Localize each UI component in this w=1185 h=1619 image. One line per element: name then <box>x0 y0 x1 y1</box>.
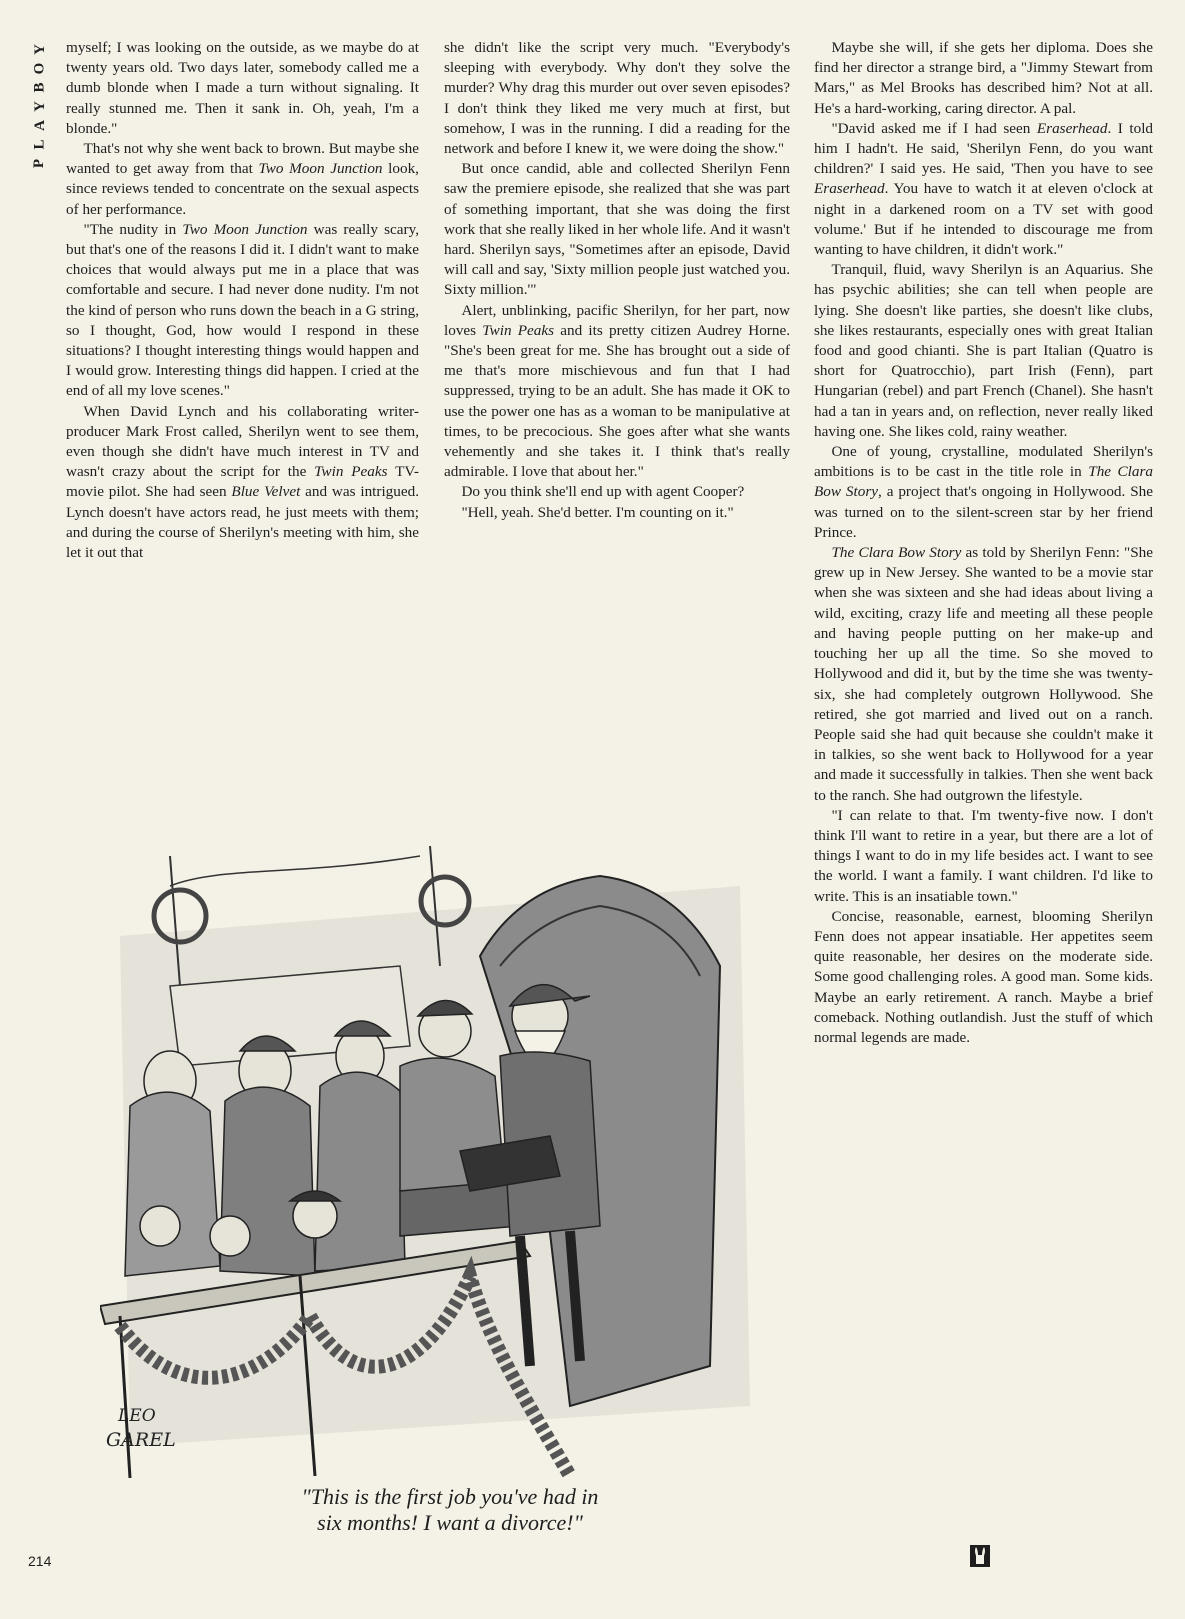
italic-title: The Clara Bow Story <box>814 463 1153 501</box>
article-paragraph <box>444 38 790 159</box>
running-head <box>30 40 50 173</box>
running-head-letter: A <box>31 120 48 131</box>
article-column-3 <box>814 38 1153 1048</box>
cartoon-caption <box>200 1484 700 1536</box>
paragraph-text: . I told him I hadn't. He said, 'Sherilyn Fenn, do you want children?' I said yes. He said, 'Then you have to see <box>814 119 1154 178</box>
paragraph-text: she didn't like the script very much. "Everybody's sleeping with everybody. Why don't they solve the murder? Why drag this murder out over seven episodes? I don't think they liked me very much at first, but somehow, I was in the running. I did a reading for the network and before I knew it, we were doing the show." <box>444 39 790 158</box>
article-paragraph <box>814 806 1153 907</box>
running-head-letter: P <box>31 158 48 169</box>
running-head-letter: L <box>31 139 48 150</box>
article-paragraph <box>814 442 1153 543</box>
article-paragraph <box>814 543 1153 806</box>
caption-line-2: six months! I want a divorce!" <box>317 1510 583 1535</box>
paragraph-text: Tranquil, fluid, wavy Sherilyn is an Aquarius. She has psychic abilities; she can tell when people are lying. She doesn't like parties, she doesn't like clubs, she likes restaurants, especially ones with great Italian food and good chianti. She is part Italian (Quatro is short for Quatrocchio), part Irish (Fenn), part Hungarian (rebel) and part French (Chanel). She hasn't had a tan in years and, on reflection, never really liked having one. She likes cold, rainy weather. <box>814 261 1153 440</box>
paragraph-text: look, since reviews tended to concentrate on the sexual aspects of her performance. <box>66 160 419 218</box>
paragraph-text: myself; I was looking on the outside, as we maybe do at twenty years old. Two days later, somebody called me a dumb blonde when I made a turn without signaling. It really stunned me. Then it sank in. Oh, yeah, I'm a blonde." <box>66 39 419 137</box>
article-paragraph <box>66 139 419 220</box>
italic-title: Eraserhead <box>814 180 885 198</box>
paragraph-text: "Hell, yeah. She'd better. I'm counting on it." <box>461 503 734 521</box>
article-paragraph <box>66 220 419 402</box>
italic-title: Two Moon Junction <box>182 220 308 238</box>
article-paragraph <box>814 907 1153 1048</box>
running-head-letter: B <box>31 82 48 93</box>
italic-title: Twin Peaks <box>314 463 388 481</box>
italic-title: The Clara Bow Story <box>831 544 962 562</box>
paragraph-text: "The nudity in <box>83 220 183 238</box>
paragraph-text: "I can relate to that. I'm twenty-five now. I don't think I'll want to retire in a year, but there are a lot of things I want to do in my life besides act. I want to see the world. I want a family. I want children. I'd like to write. This is an insatiable town." <box>814 806 1153 905</box>
article-paragraph <box>814 119 1153 260</box>
paragraph-text: . You have to watch it at eleven o'clock at night in a darkened room on a TV set with good volume.' But if he intended to discourage me from wanting to have children, it didn't work." <box>814 180 1153 259</box>
paragraph-text: was really scary, but that's one of the reasons I did it. I didn't want to make choices that would always put me in a place that was comfortable and secure. I had never done nudity. I'm not the kind of person who runs down the beach in a G string, so I thought, God, how would I respond in these situations? I thought interesting things would happen and I would grow. Interesting things did happen. I cried at the end of all my love scenes." <box>66 220 419 400</box>
paragraph-text: "David asked me if I had seen <box>831 119 1037 137</box>
italic-title: Blue Velvet <box>231 483 301 501</box>
article-paragraph <box>66 402 419 564</box>
paragraph-text: But once candid, able and collected Sherilyn Fenn saw the premiere episode, she realized that she was part of something important, that she was doing the first work that she really liked in her whole life. And it wasn't hard. Sherilyn says, "Sometimes after an episode, David will call and say, 'Sixty million people just watched you. Sixty million.'" <box>444 160 790 299</box>
paragraph-text: , a project that's ongoing in Hollywood. She was turned on to the silent-screen star by her friend Prince. <box>814 483 1153 541</box>
running-head-letter: Y <box>31 44 48 55</box>
caption-line-1: "This is the first job you've had in <box>301 1484 599 1509</box>
page-number: 214 <box>28 1553 52 1569</box>
paragraph-text: and its pretty citizen Audrey Horne. "She's been great for me. She has brought out a side of me that's more mischievous and fun that I had suppressed, trying to be an adult. She has made it OK to use the power one has as a woman to be manipulative at times, to be precocious. She goes after what she wants vehemently and she takes it. I think that's really admirable. I love that about her." <box>444 321 790 481</box>
paragraph-text: That's not why she went back to brown. But maybe she wanted to get away from that <box>66 140 420 178</box>
paragraph-text: TV-movie pilot. She had seen <box>66 463 419 501</box>
article-paragraph <box>444 503 790 523</box>
paragraph-text: Maybe she will, if she gets her diploma. Does she find her director a strange bird, a "Jimmy Stewart from Mars," as Mel Brooks has described him? Not at all. He's a hard-working, caring director. A pal. <box>814 39 1153 117</box>
italic-title: Eraserhead <box>1036 119 1108 137</box>
paragraph-text: Alert, unblinking, pacific Sherilyn, for her part, now loves <box>444 301 790 339</box>
article-paragraph <box>814 38 1153 119</box>
italic-title: Two Moon Junction <box>258 160 383 178</box>
rabbit-head-end-mark-icon <box>970 1545 990 1567</box>
article-column-1 <box>66 38 419 563</box>
article-paragraph <box>444 301 790 483</box>
article-paragraph <box>814 260 1153 442</box>
article-paragraph <box>444 159 790 300</box>
paragraph-text: When David Lynch and his collaborating writer-producer Mark Frost called, Sherilyn went to see them, even though she didn't have much interest in TV and wasn't crazy about the script for the <box>66 402 419 481</box>
cartoon-signature-line2: GAREL <box>106 1429 176 1451</box>
paragraph-text: Do you think she'll end up with agent Cooper? <box>461 483 745 501</box>
article-paragraph <box>444 482 790 502</box>
paragraph-text: as told by Sherilyn Fenn: "She grew up in New Jersey. She wanted to be a movie star when she was sixteen and she had ideas about living a wild, exciting, crazy life and meeting all these people and having people putting on her make-up and touching her up all the time. So she moved to Hollywood and did it, but by the time she was twenty-six, she had completely outgrown Hollywood. She retired, she got married and lived out on a ranch. People said she had quit because she couldn't make it in talkies, so she went back to Hollywood for a year and made it successfully in talkies. Then she went back to the ranch. She had outgrown the lifestyle. <box>814 544 1153 804</box>
paragraph-text: One of young, crystalline, modulated Sherilyn's ambitions is to be cast in the title role in <box>814 443 1153 481</box>
article-paragraph <box>66 38 419 139</box>
italic-title: Twin Peaks <box>482 321 555 339</box>
cartoon-illustration <box>100 846 760 1478</box>
running-head-letter: O <box>31 62 48 75</box>
running-head-letter: Y <box>31 101 48 112</box>
article-column-2 <box>444 38 790 523</box>
paragraph-text: and was intrigued. Lynch doesn't have actors read, he just meets with them; and during the course of Sherilyn's meeting with him, she let it out that <box>66 483 419 562</box>
paragraph-text: Concise, reasonable, earnest, blooming Sherilyn Fenn does not appear insatiable. Her appetites seem quite reasonable, her desires on the moderate side. Some good challenging roles. A good man. Some kids. Maybe an early retirement. A ranch. Maybe a brief comeback. Nothing outlandish. Just the stuff of which normal legends are made. <box>814 907 1153 1046</box>
cartoon-signature-line1: LEO <box>118 1406 156 1426</box>
